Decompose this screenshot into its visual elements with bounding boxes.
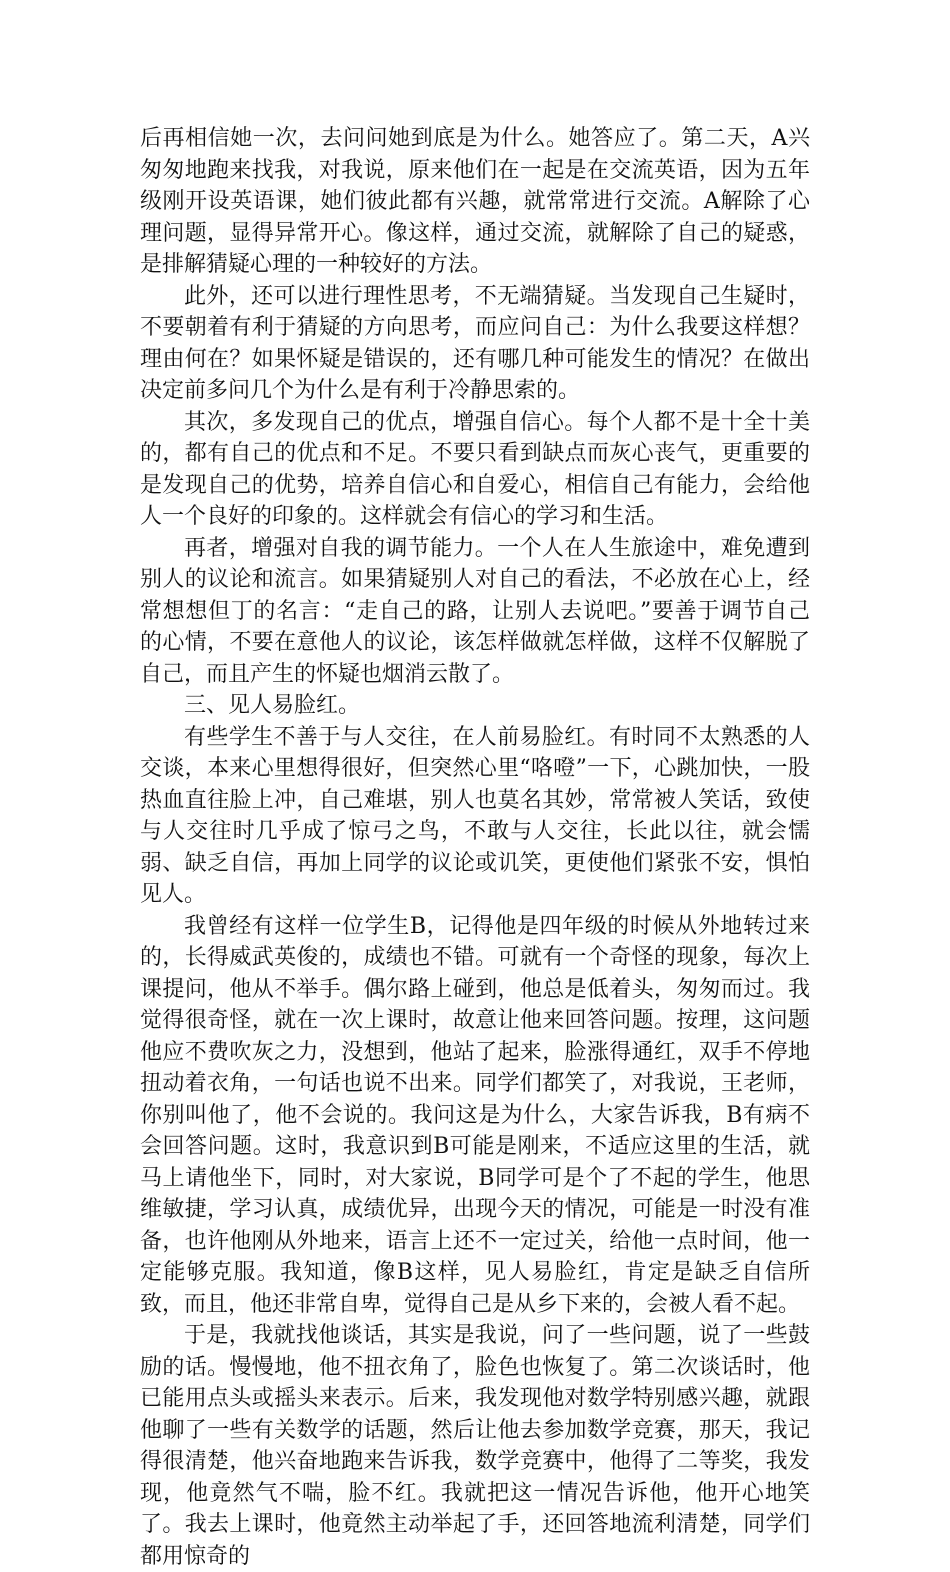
paragraph-talk-with-b: 于是，我就找他谈话，其实是我说，问了一些问题，说了一些鼓励的话。慢慢地，他不扭衣角了，脸色也恢复了。第二次谈话时，他已能用点头或摇头来表示。后来，我发现他对数学特别感兴趣，就跟他聊了一些有关数学的话题，然后让他去参加数学竞赛，那天，我记得很清楚，他兴奋地跑来告诉我，数学竞赛中，他得了二等奖，我发现，他竟然气不喘，脸不红。我就把这一情况告诉他，他开心地笑了。我去上课时，他竟然主动举起了手，还回答地流利清楚，同学们都用惊奇的: [140, 1323, 810, 1569]
paragraph-continuation: 后再相信她一次，去问问她到底是为什么。她答应了。第二天，A兴匆匆地跑来找我，对我说，原来他们在一起是在交流英语，因为五年级刚开设英语课，她们彼此都有兴趣，就常常进行交流。A解除了心理问题，显得异常开心。像这样，通过交流，就解除了自己的疑惑，是排解猜疑心理的一种较好的方法。: [140, 126, 810, 277]
paragraph-rational-thinking: 此外，还可以进行理性思考，不无端猜疑。当发现自己生疑时，不要朝着有利于猜疑的方向思考，而应问自己：为什么我要这样想？理由何在？如果怀疑是错误的，还有哪几种可能发生的情况？在做出决定前多问几个为什么是有利于冷静思索的。: [140, 283, 810, 403]
document-body: [140, 123, 810, 1572]
paragraph-student-b-story: 我曾经有这样一位学生B，记得他是四年级的时候从外地转过来的，长得威武英俊的，成绩也不错。可就有一个奇怪的现象，每次上课提问，他从不举手。偶尔路上碰到，他总是低着头，匆匆而过。我觉得很奇怪，就在一次上课时，故意让他来回答问题。按理，这问题他应不费吹灰之力，没想到，他站了起来，脸涨得通红，双手不停地扭动着衣角，一句话也说不出来。同学们都笑了，对我说，王老师，你别叫他了，他不会说的。我问这是为什么，大家告诉我，B有病不会回答问题。这时，我意识到B可能是刚来，不适应这里的生活，就马上请他坐下，同时，对大家说，B同学可是个了不起的学生，他思维敏捷，学习认真，成绩优异，出现今天的情况，可能是一时没有准备，也许他刚从外地来，语言上还不一定过关，给他一点时间，他一定能够克服。我知道，像B这样，见人易脸红，肯定是缺乏自信所致，而且，他还非常自卑，觉得自己是从乡下来的，会被人看不起。: [140, 913, 810, 1317]
section-heading-blushing: 三、见人易脸红。: [184, 693, 361, 718]
paragraph-self-regulation: 再者，增强对自我的调节能力。一个人在人生旅途中，难免遭到别人的议论和流言。如果猜疑别人对自己的看法，不必放在心上，经常想想但丁的名言：“走自己的路，让别人去说吧。”要善于调节自己的心情，不要在意他人的议论，该怎样做就怎样做，这样不仅解脱了自己，而且产生的怀疑也烟消云散了。: [140, 535, 810, 687]
paragraph-self-confidence: 其次，多发现自己的优点，增强自信心。每个人都不是十全十美的，都有自己的优点和不足。不要只看到缺点而灰心丧气，更重要的是发现自己的优势，培养自信心和自爱心，相信自己有能力，会给他人一个良好的印象的。这样就会有信心的学习和生活。: [140, 409, 810, 529]
paragraph-shy-students: 有些学生不善于与人交往，在人前易脸红。有时同不太熟悉的人交谈，本来心里想得很好，但突然心里“咯噔”一下，心跳加快，一股热血直往脸上冲，自己难堪，别人也莫名其妙，常常被人笑话，致使与人交往时几乎成了惊弓之鸟，不敢与人交往，长此以往，就会懦弱、缺乏自信，再加上同学的议论或讥笑，更使他们紧张不安，惧怕见人。: [140, 724, 810, 907]
